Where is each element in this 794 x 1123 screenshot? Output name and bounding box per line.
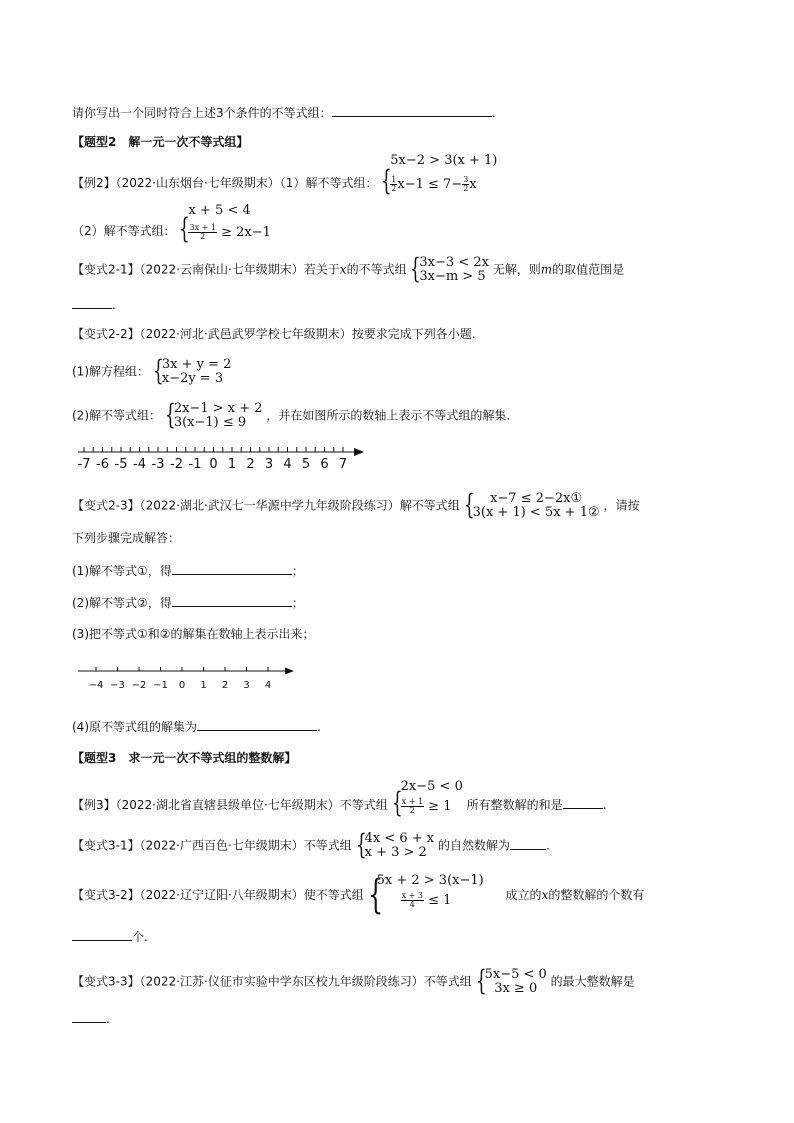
answer-blank[interactable] — [172, 562, 292, 575]
v22-part-1: (1)解方程组： { 3x + y = 2 x−2y = 3 — [72, 354, 232, 387]
axis-tick-label: −3 — [110, 680, 125, 691]
axis-tick-label: 3 — [243, 680, 250, 691]
variant-2-2: 【变式2-2】（2022·河北·武邑武罗学校七年级期末）按要求完成下列各小题. — [72, 327, 476, 341]
axis-tick-label: -2 — [170, 457, 183, 472]
axis-tick-label: -7 — [77, 457, 91, 472]
answer-blank[interactable] — [563, 796, 603, 809]
v21-system: { 3x−3 < 2x 3x−m > 5 — [410, 252, 489, 285]
example-2: 【例2】（2022·山东烟台·七年级期末）（1）解不等式组： { 5x−2 > 3(x + 1) $\frac{1}{2}$ x−1 ≤ 7− $\frac{3}{2}$ x — [72, 153, 498, 197]
v23-step-1: (1)解不等式①，得 ； — [72, 564, 304, 578]
axis-tick-label: -4 — [133, 457, 146, 472]
v22-p2-system: { 2x−1 > x + 2 3(x−1) ≤ 9 — [164, 398, 263, 431]
variant-3-1: 【变式3-1】（2022·广西百色·七年级期末）不等式组 { 4x < 6 + x x + 3 > 2 的自然数解为 . — [72, 828, 550, 861]
v33-system: { 5x−5 < 0 3x ≥ 0 — [475, 964, 547, 997]
section-heading-2: 【题型2 解一元一次不等式组】 — [72, 135, 249, 149]
axis-tick-label: 5 — [301, 457, 311, 472]
v23-step-2: (2)解不等式②，得 ； — [72, 596, 304, 610]
axis-tick-label: -1 — [188, 457, 202, 472]
v21-answer-line: . — [72, 296, 116, 313]
intro-line: 请你写出一个同时符合上述3个条件的不等式组： . — [72, 106, 496, 120]
answer-blank[interactable] — [332, 104, 492, 117]
axis-tick-label: −4 — [88, 680, 104, 691]
axis-tick-label: 3 — [264, 457, 274, 472]
section-heading-3: 【题型3 求一元一次不等式组的整数解】 — [72, 751, 297, 765]
v31-system: { 4x < 6 + x x + 3 > 2 — [355, 828, 435, 861]
axis-tick-label: 0 — [178, 680, 186, 691]
tick-label-group — [89, 680, 272, 691]
answer-blank[interactable] — [197, 718, 317, 731]
axis-tick-label: -5 — [114, 457, 128, 472]
ex2-system: { 5x−2 > 3(x + 1) $\frac{1}{2}$ x−1 ≤ 7− $\frac{3}{2}$ x — [381, 153, 498, 197]
axis-tick-label: 7 — [338, 457, 348, 472]
v22-p1-system: { 3x + y = 2 x−2y = 3 — [152, 354, 232, 387]
answer-blank[interactable] — [72, 1010, 106, 1023]
example-2-part-2: （2）解不等式组： { x + 5 < 4 $\frac{3x + 1}{2}$ ≥ 2x−1 — [72, 203, 271, 245]
tick-group — [96, 667, 268, 671]
answer-blank[interactable] — [172, 594, 292, 607]
variant-2-1: 【变式2-1】（2022·云南保山·七年级期末）若关于x的不等式组 { 3x−3 < 2x 3x−m > 5 无解，则m的取值范围是 — [72, 252, 625, 285]
variant-3-3: 【变式3-3】（2022·江苏·仪征市实验中学东区校九年级阶段练习）不等式组 { 5x−5 < 0 3x ≥ 0 的最大整数解是 — [72, 964, 635, 997]
axis-tick-label: 1 — [200, 680, 207, 691]
axis-tick-label: -6 — [96, 457, 109, 472]
axis-tick-label: 2 — [246, 457, 255, 472]
answer-blank[interactable] — [510, 837, 546, 850]
v33-answer-line: . — [72, 1010, 110, 1027]
variant-2-3: 【变式2-3】（2022·湖北·武汉七一华源中学九年级阶段练习）解不等式组 { x−7 ≤ 2−2x① 3(x + 1) < 5x + 1② ，请按 — [72, 488, 640, 521]
arrow-head — [285, 668, 294, 675]
axis-tick-label: -3 — [151, 457, 165, 472]
axis-tick-label: −1 — [153, 680, 168, 691]
axis-tick-label: 4 — [264, 680, 272, 691]
axis-tick-label: 1 — [227, 457, 237, 472]
v23-step-3: (3)把不等式①和②的解集在数轴上表示出来； — [72, 627, 315, 641]
number-line-1 — [72, 440, 372, 472]
variant-3-2: 【变式3-2】（2022·辽宁辽阳·八年级期末）使不等式组 { 5x + 2 > 3(x−1) $\frac{x + 3}{4}$ ≤ 1 成立的x的整数解的个数有 — [72, 872, 645, 918]
answer-blank[interactable] — [72, 296, 112, 309]
v23-system: { x−7 ≤ 2−2x① 3(x + 1) < 5x + 1② — [463, 488, 600, 521]
axis-tick-label: 6 — [320, 457, 329, 472]
example-3: 【例3】（2022·湖北省直辖县级单位·七年级期末）不等式组 { 2x−5 < 0 $\frac{x + 1}{2}$ ≥ 1 所有整数解的和是 . — [72, 779, 607, 819]
number-line-2 — [72, 664, 302, 692]
tick-label-group — [78, 457, 348, 472]
v23-step-4: (4)原不等式组的解集为 . — [72, 720, 321, 734]
tick-group — [84, 447, 343, 452]
v32-answer-line: 个. — [72, 928, 148, 945]
ex2-part2-system: { x + 5 < 4 $\frac{3x + 1}{2}$ ≥ 2x−1 — [179, 203, 271, 245]
axis-tick-label: 2 — [221, 680, 229, 691]
arrow-head — [354, 448, 364, 456]
answer-blank[interactable] — [72, 928, 132, 941]
v23-continue: 下列步骤完成解答： — [72, 531, 181, 545]
ex3-system: { 2x−5 < 0 $\frac{x + 1}{2}$ ≥ 1 — [391, 779, 463, 819]
axis-tick-label: −2 — [131, 680, 147, 691]
v22-part-2: (2)解不等式组： { 2x−1 > x + 2 3(x−1) ≤ 9 ，并在如图所示的数轴上表示不等式组的解集. — [72, 398, 511, 431]
v32-system: { 5x + 2 > 3(x−1) $\frac{x + 3}{4}$ ≤ 1 — [367, 872, 484, 918]
axis-tick-label: 0 — [209, 457, 218, 472]
axis-tick-label: 4 — [283, 457, 292, 472]
